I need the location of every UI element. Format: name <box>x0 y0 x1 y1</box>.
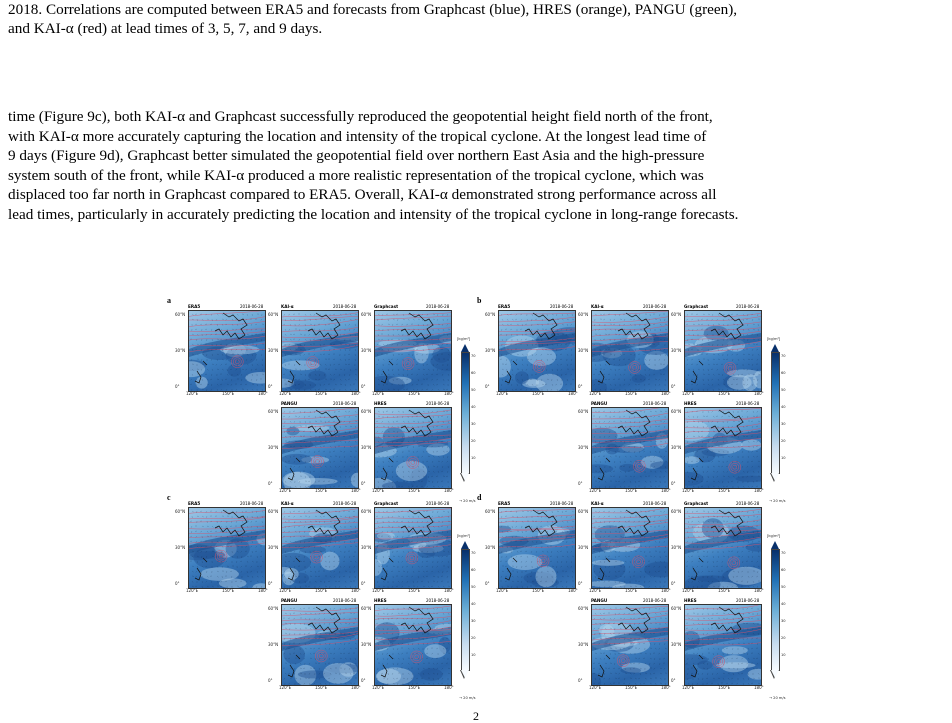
map-date: 2018-06-28 <box>736 304 759 309</box>
map-model-title: KAI-α <box>591 501 604 506</box>
longitude-label: 180° <box>444 588 454 593</box>
latitude-label: 30°N <box>361 348 371 353</box>
longitude-label: 120°E <box>682 488 694 493</box>
map-date: 2018-06-28 <box>426 304 449 309</box>
latitude-label: 0° <box>361 481 366 486</box>
latitude-label: 30°N <box>268 642 278 647</box>
latitude-label: 0° <box>268 384 273 389</box>
forecast-map <box>591 310 669 392</box>
longitude-label: 150°E <box>532 391 544 396</box>
latitude-label: 30°N <box>485 545 495 550</box>
latitude-label: 30°N <box>268 545 278 550</box>
map-date: 2018-06-28 <box>240 304 263 309</box>
longitude-label: 150°E <box>718 488 730 493</box>
colorbar-tick-label: 40 <box>471 602 476 606</box>
latitude-label: 0° <box>485 581 490 586</box>
map-model-title: ERA5 <box>498 304 510 309</box>
map-model-title: PANGU <box>281 401 297 406</box>
map-date: 2018-06-28 <box>426 401 449 406</box>
latitude-label: 60°N <box>268 409 278 414</box>
latitude-label: 0° <box>578 581 583 586</box>
latitude-label: 30°N <box>268 445 278 450</box>
map-date: 2018-06-28 <box>736 501 759 506</box>
longitude-label: 180° <box>754 391 764 396</box>
longitude-label: 120°E <box>589 488 601 493</box>
map-date: 2018-06-28 <box>643 401 666 406</box>
forecast-map <box>684 604 762 686</box>
panel-letter: a <box>167 297 171 305</box>
forecast-map <box>374 507 452 589</box>
paragraph-line: lead times, particularly in accurately predicting the location and intensity of the tropical cyclone in long-range forecasts. <box>8 205 946 225</box>
longitude-label: 180° <box>351 685 361 690</box>
colorbar <box>771 549 780 671</box>
colorbar-tick-label: 70 <box>781 354 786 358</box>
longitude-label: 120°E <box>682 685 694 690</box>
longitude-label: 150°E <box>625 488 637 493</box>
latitude-label: 60°N <box>671 312 681 317</box>
longitude-label: 150°E <box>718 391 730 396</box>
latitude-label: 30°N <box>361 445 371 450</box>
latitude-label: 30°N <box>268 348 278 353</box>
latitude-label: 60°N <box>671 606 681 611</box>
longitude-label: 120°E <box>279 685 291 690</box>
longitude-label: 120°E <box>496 391 508 396</box>
colorbar-max-arrow <box>771 541 779 549</box>
longitude-label: 180° <box>661 488 671 493</box>
map-date: 2018-06-28 <box>643 304 666 309</box>
latitude-label: 60°N <box>578 409 588 414</box>
map-date: 2018-06-28 <box>333 598 356 603</box>
longitude-label: 150°E <box>408 588 420 593</box>
forecast-map <box>188 310 266 392</box>
paragraph-line: displaced too far north in Graphcast compared to ERA5. Overall, KAI-α demonstrated strong performance across all <box>8 185 946 205</box>
colorbar-tick-label: 20 <box>471 439 476 443</box>
latitude-label: 0° <box>361 581 366 586</box>
figure-9 <box>0 292 952 692</box>
longitude-label: 150°E <box>408 488 420 493</box>
colorbar-tick-label: 10 <box>471 456 476 460</box>
colorbar-tick-label: 10 <box>781 456 786 460</box>
latitude-label: 60°N <box>361 409 371 414</box>
body-paragraph <box>8 107 946 225</box>
colorbar-tick-label: 70 <box>471 354 476 358</box>
colorbar-tick-label: 60 <box>781 568 786 572</box>
longitude-label: 120°E <box>496 588 508 593</box>
paragraph-line: with KAI-α more accurately capturing the location and intensity of the tropical cyclone. At the longest lead time of <box>8 127 946 147</box>
latitude-label: 0° <box>175 581 180 586</box>
panel-letter: d <box>477 494 481 502</box>
longitude-label: 180° <box>258 391 268 396</box>
latitude-label: 0° <box>268 481 273 486</box>
longitude-label: 120°E <box>372 488 384 493</box>
colorbar-tick-label: 60 <box>471 568 476 572</box>
latitude-label: 30°N <box>671 445 681 450</box>
longitude-label: 120°E <box>589 391 601 396</box>
longitude-label: 180° <box>661 391 671 396</box>
colorbar-tick-label: 40 <box>781 602 786 606</box>
colorbar-tick-label: 10 <box>471 653 476 657</box>
colorbar-unit: [kg/m²] <box>767 534 780 538</box>
longitude-label: 150°E <box>532 588 544 593</box>
longitude-label: 120°E <box>186 391 198 396</box>
colorbar-tick-label: 70 <box>471 551 476 555</box>
forecast-map <box>281 507 359 589</box>
longitude-label: 150°E <box>315 685 327 690</box>
colorbar <box>461 549 470 671</box>
latitude-label: 0° <box>671 581 676 586</box>
longitude-label: 180° <box>258 588 268 593</box>
longitude-label: 150°E <box>315 488 327 493</box>
latitude-label: 0° <box>268 678 273 683</box>
latitude-label: 30°N <box>175 545 185 550</box>
colorbar-min-arrow <box>461 473 469 481</box>
colorbar-unit: [kg/m²] <box>457 337 470 341</box>
colorbar-tick-label: 30 <box>781 619 786 623</box>
map-model-title: KAI-α <box>281 501 294 506</box>
longitude-label: 150°E <box>408 391 420 396</box>
latitude-label: 60°N <box>578 606 588 611</box>
latitude-label: 0° <box>361 384 366 389</box>
longitude-label: 120°E <box>279 588 291 593</box>
colorbar-min-arrow <box>461 670 469 678</box>
panel-letter: c <box>167 494 171 502</box>
latitude-label: 60°N <box>175 509 185 514</box>
longitude-label: 120°E <box>682 588 694 593</box>
map-model-title: Graphcast <box>684 501 708 506</box>
forecast-map <box>498 507 576 589</box>
colorbar-min-arrow <box>771 670 779 678</box>
longitude-label: 180° <box>754 685 764 690</box>
longitude-label: 150°E <box>315 588 327 593</box>
colorbar-tick-label: 30 <box>471 422 476 426</box>
latitude-label: 30°N <box>361 545 371 550</box>
colorbar-unit: [kg/m²] <box>457 534 470 538</box>
colorbar-max-arrow <box>461 541 469 549</box>
colorbar-max-arrow <box>771 344 779 352</box>
forecast-map <box>684 507 762 589</box>
latitude-label: 0° <box>361 678 366 683</box>
longitude-label: 120°E <box>589 685 601 690</box>
latitude-label: 0° <box>671 481 676 486</box>
map-model-title: PANGU <box>281 598 297 603</box>
longitude-label: 180° <box>351 391 361 396</box>
latitude-label: 60°N <box>268 509 278 514</box>
colorbar-tick-label: 40 <box>781 405 786 409</box>
map-date: 2018-06-28 <box>736 401 759 406</box>
map-date: 2018-06-28 <box>426 598 449 603</box>
latitude-label: 30°N <box>578 642 588 647</box>
paragraph-line: 9 days (Figure 9d), Graphcast better simulated the geopotential field over northern East Asia and the high-pressure <box>8 146 946 166</box>
latitude-label: 30°N <box>671 642 681 647</box>
longitude-label: 180° <box>351 588 361 593</box>
wind-vector-legend: → 20 m/s <box>769 696 785 700</box>
forecast-map <box>684 310 762 392</box>
colorbar-tick-label: 40 <box>471 405 476 409</box>
map-date: 2018-06-28 <box>643 598 666 603</box>
map-model-title: ERA5 <box>498 501 510 506</box>
latitude-label: 60°N <box>578 312 588 317</box>
latitude-label: 60°N <box>268 606 278 611</box>
longitude-label: 180° <box>661 685 671 690</box>
map-model-title: PANGU <box>591 598 607 603</box>
forecast-map <box>188 507 266 589</box>
longitude-label: 120°E <box>186 588 198 593</box>
latitude-label: 0° <box>485 384 490 389</box>
latitude-label: 60°N <box>671 509 681 514</box>
latitude-label: 60°N <box>578 509 588 514</box>
longitude-label: 120°E <box>372 685 384 690</box>
map-model-title: PANGU <box>591 401 607 406</box>
map-date: 2018-06-28 <box>333 401 356 406</box>
map-model-title: HRES <box>684 598 697 603</box>
longitude-label: 150°E <box>222 588 234 593</box>
colorbar-tick-label: 70 <box>781 551 786 555</box>
latitude-label: 60°N <box>485 509 495 514</box>
latitude-label: 0° <box>578 481 583 486</box>
caption-line: 2018. Correlations are computed between ERA5 and forecasts from Graphcast (blue), HRES (orange), PANGU (green), <box>8 0 946 19</box>
map-date: 2018-06-28 <box>550 304 573 309</box>
longitude-label: 120°E <box>372 391 384 396</box>
latitude-label: 60°N <box>671 409 681 414</box>
latitude-label: 30°N <box>361 642 371 647</box>
figure-caption-continuation <box>8 0 946 38</box>
wind-vector-legend: → 20 m/s <box>459 499 475 503</box>
paragraph-line: time (Figure 9c), both KAI-α and Graphcast successfully reproduced the geopotential height field north of the front, <box>8 107 946 127</box>
latitude-label: 30°N <box>578 445 588 450</box>
colorbar-tick-label: 30 <box>471 619 476 623</box>
forecast-map <box>281 310 359 392</box>
forecast-map <box>498 310 576 392</box>
longitude-label: 180° <box>444 488 454 493</box>
latitude-label: 0° <box>671 678 676 683</box>
longitude-label: 180° <box>351 488 361 493</box>
map-date: 2018-06-28 <box>333 501 356 506</box>
map-model-title: Graphcast <box>684 304 708 309</box>
latitude-label: 60°N <box>361 312 371 317</box>
longitude-label: 180° <box>754 588 764 593</box>
wind-vector-legend: → 20 m/s <box>769 499 785 503</box>
map-model-title: Graphcast <box>374 501 398 506</box>
colorbar-tick-label: 50 <box>781 388 786 392</box>
map-model-title: KAI-α <box>591 304 604 309</box>
latitude-label: 30°N <box>485 348 495 353</box>
longitude-label: 150°E <box>718 588 730 593</box>
longitude-label: 180° <box>568 588 578 593</box>
colorbar <box>771 352 780 474</box>
latitude-label: 60°N <box>361 606 371 611</box>
map-model-title: HRES <box>684 401 697 406</box>
longitude-label: 120°E <box>279 488 291 493</box>
forecast-map <box>374 310 452 392</box>
longitude-label: 150°E <box>625 685 637 690</box>
forecast-map <box>591 507 669 589</box>
caption-line: and KAI-α (red) at lead times of 3, 5, 7, and 9 days. <box>8 19 946 38</box>
latitude-label: 0° <box>268 581 273 586</box>
colorbar-tick-label: 60 <box>471 371 476 375</box>
latitude-label: 30°N <box>578 545 588 550</box>
longitude-label: 150°E <box>315 391 327 396</box>
map-date: 2018-06-28 <box>426 501 449 506</box>
colorbar-tick-label: 50 <box>471 585 476 589</box>
longitude-label: 120°E <box>279 391 291 396</box>
latitude-label: 30°N <box>671 348 681 353</box>
colorbar <box>461 352 470 474</box>
longitude-label: 120°E <box>589 588 601 593</box>
forecast-map <box>591 407 669 489</box>
latitude-label: 0° <box>578 384 583 389</box>
colorbar-max-arrow <box>461 344 469 352</box>
latitude-label: 30°N <box>175 348 185 353</box>
map-model-title: ERA5 <box>188 501 200 506</box>
latitude-label: 60°N <box>361 509 371 514</box>
forecast-map <box>281 604 359 686</box>
forecast-map <box>281 407 359 489</box>
longitude-label: 150°E <box>718 685 730 690</box>
map-date: 2018-06-28 <box>333 304 356 309</box>
panel-letter: b <box>477 297 481 305</box>
latitude-label: 0° <box>175 384 180 389</box>
colorbar-tick-label: 20 <box>781 439 786 443</box>
latitude-label: 60°N <box>485 312 495 317</box>
colorbar-tick-label: 20 <box>781 636 786 640</box>
forecast-map <box>684 407 762 489</box>
forecast-map <box>591 604 669 686</box>
map-model-title: KAI-α <box>281 304 294 309</box>
map-date: 2018-06-28 <box>643 501 666 506</box>
colorbar-tick-label: 10 <box>781 653 786 657</box>
longitude-label: 150°E <box>625 588 637 593</box>
colorbar-tick-label: 50 <box>781 585 786 589</box>
colorbar-tick-label: 30 <box>781 422 786 426</box>
map-model-title: ERA5 <box>188 304 200 309</box>
latitude-label: 30°N <box>671 545 681 550</box>
latitude-label: 60°N <box>175 312 185 317</box>
colorbar-unit: [kg/m²] <box>767 337 780 341</box>
latitude-label: 0° <box>578 678 583 683</box>
longitude-label: 120°E <box>372 588 384 593</box>
longitude-label: 180° <box>568 391 578 396</box>
longitude-label: 180° <box>754 488 764 493</box>
colorbar-min-arrow <box>771 473 779 481</box>
forecast-map <box>374 604 452 686</box>
map-date: 2018-06-28 <box>736 598 759 603</box>
map-date: 2018-06-28 <box>550 501 573 506</box>
wind-vector-legend: → 20 m/s <box>459 696 475 700</box>
colorbar-tick-label: 60 <box>781 371 786 375</box>
longitude-label: 150°E <box>222 391 234 396</box>
forecast-map <box>374 407 452 489</box>
latitude-label: 30°N <box>578 348 588 353</box>
longitude-label: 180° <box>444 685 454 690</box>
longitude-label: 120°E <box>682 391 694 396</box>
map-model-title: Graphcast <box>374 304 398 309</box>
latitude-label: 60°N <box>268 312 278 317</box>
map-model-title: HRES <box>374 598 387 603</box>
longitude-label: 150°E <box>625 391 637 396</box>
colorbar-tick-label: 50 <box>471 388 476 392</box>
colorbar-tick-label: 20 <box>471 636 476 640</box>
page-number: 2 <box>0 709 952 723</box>
map-date: 2018-06-28 <box>240 501 263 506</box>
map-model-title: HRES <box>374 401 387 406</box>
longitude-label: 180° <box>444 391 454 396</box>
latitude-label: 0° <box>671 384 676 389</box>
paragraph-line: system south of the front, while KAI-α produced a more realistic representation of the tropical cyclone, which was <box>8 166 946 186</box>
longitude-label: 150°E <box>408 685 420 690</box>
longitude-label: 180° <box>661 588 671 593</box>
